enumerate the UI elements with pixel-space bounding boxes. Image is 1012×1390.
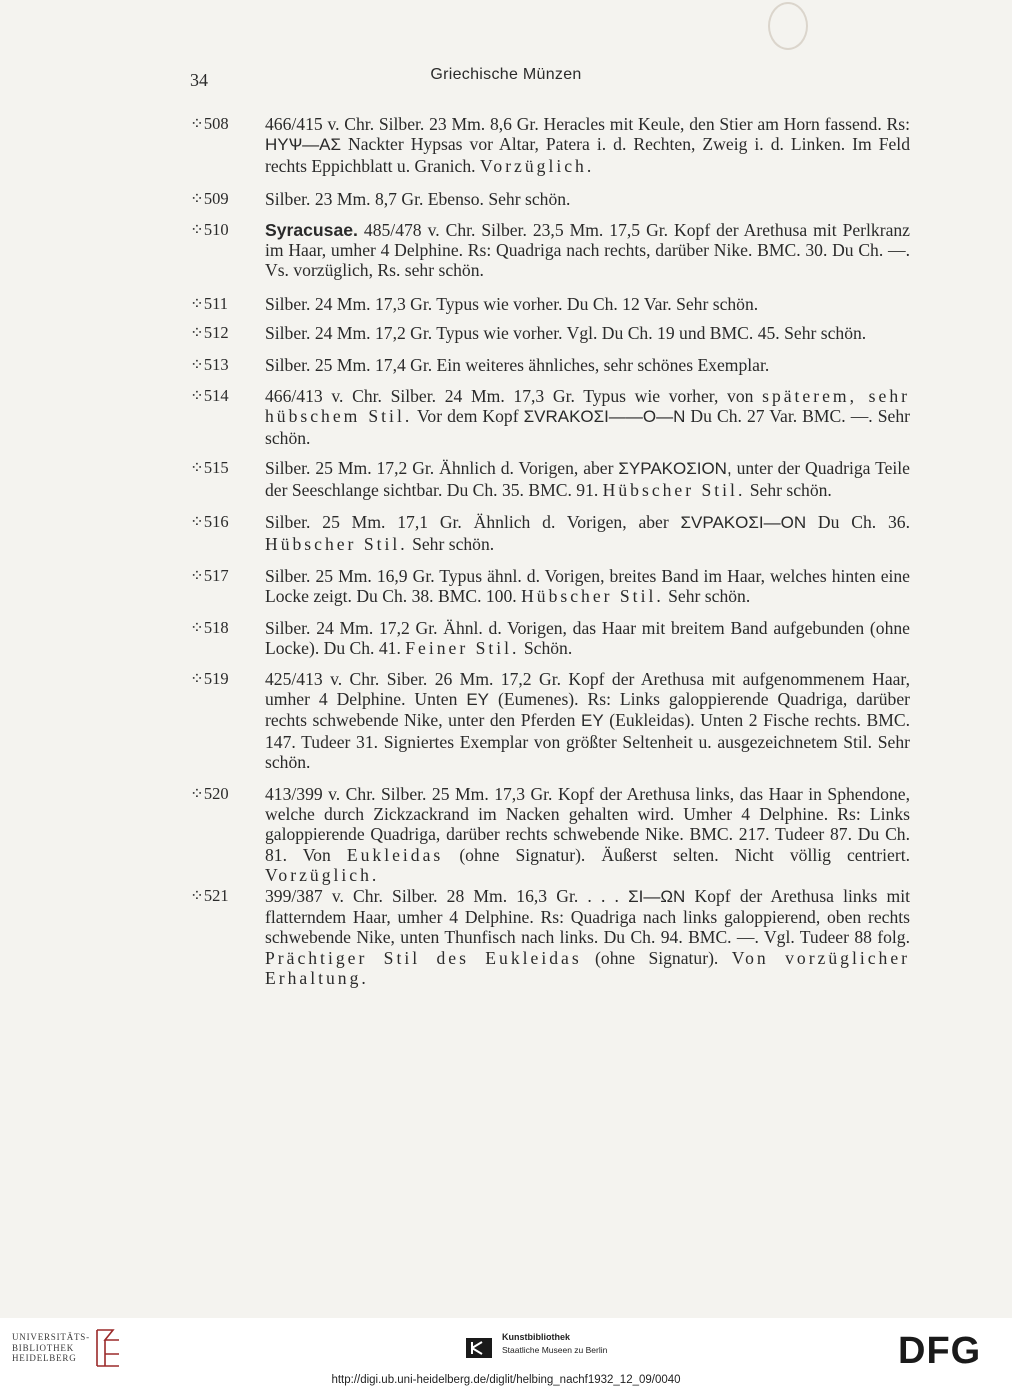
ub-heidelberg-emblem-icon [93,1328,123,1368]
entry-text: Hübscher Stil. [265,533,408,554]
running-head: Griechische Münzen [430,66,582,83]
entry-text: (Eumenes). Rs: Links galoppierende Quadriga, darüber rechts schwebende Nike, unter den Pferden [265,688,910,731]
lot-number: ⁘509 [190,189,229,209]
catalogue-entry [190,220,910,281]
entry-description [265,189,910,209]
catalogue-entry [190,458,910,500]
entry-description [265,323,910,343]
lot-number: ⁘512 [190,323,229,343]
catalogue-entry [190,886,910,989]
footer [0,1318,1012,1390]
entry-text: (ohne Signatur). [581,947,732,968]
catalogue-entry [190,189,910,209]
lot-number: ⁘511 [190,293,228,313]
entry-description [265,386,910,448]
coin-inscription: EY [581,711,604,731]
entry-text: späterem, sehr hübschem Stil. [265,386,910,427]
lot-number: ⁘520 [190,783,229,803]
coin-inscription: ΣVRAKOΣI——O—N [523,407,686,427]
entry-text: Du Ch. 36. [806,512,910,533]
catalogue-entry [190,114,910,176]
coin-inscription: HYѰ—AΣ [265,135,342,155]
entry-text: Silber. 24 Mm. 17,2 Gr. Typus wie vorher. Vgl. Du Ch. 19 und BMC. 45. Sehr schön. [265,323,867,344]
entry-text: Sehr schön. [663,586,751,607]
lot-number: ⁘517 [190,565,229,585]
entry-text: (Eukleidas). Unten 2 Fische rechts. BMC. 147. Tudeer 31. Signiertes Exemplar von größter Seltenheit u. ausgezeichnetem Stil. Sehr schön. [265,710,910,773]
entry-text: Sehr schön. [745,479,832,500]
coin-inscription: ΣYPAKOΣION, [618,459,732,479]
entry-description [265,886,910,989]
entry-description [265,512,910,554]
catalogue-entry [190,784,910,886]
entry-description [265,294,910,314]
dfg-logo[interactable]: DFG [898,1330,982,1372]
entry-text: 466/413 v. Chr. Silber. 24 Mm. 17,3 Gr. Typus wie vorher, von [265,386,763,407]
lot-number: ⁘519 [190,668,229,688]
entry-text: Silber. 24 Mm. 17,2 Gr. Ähnl. d. Vorigen, das Haar mit breitem Band aufgebunden (ohne Locke). Du Ch. 41. [265,617,910,659]
catalogue-entry [190,512,910,554]
permalink-url[interactable]: http://digi.ub.uni-heidelberg.de/diglit/helbing_nachf1932_12_09/0040 [331,1374,681,1386]
coin-inscription: ΣVPAKOΣI—ON [680,513,807,533]
catalogue-entry [190,566,910,607]
entry-description [265,669,910,773]
paper-stain [768,2,808,50]
entry-text: unter der Quadriga Teile der Seeschlange sichtbar. Du Ch. 35. BMC. 91. [265,458,910,500]
entry-text: Kopf der Arethusa links mit flatterndem Haar, umher 4 Delphine. Rs: Quadriga nach links galoppierend, oben rechts schwebende Nike, unten Thunfisch nach links. Du Ch. 94. BMC. —. Vgl. Tudeer 88 folg. [265,885,910,948]
lot-number: ⁘518 [190,617,229,637]
entry-text: 399/387 v. Chr. Silber. 28 Mm. 16,3 Gr. . . . [265,885,629,906]
entry-text: 466/415 v. Chr. Silber. 23 Mm. 8,6 Gr. Heracles mit Keule, den Stier am Horn fassend. Rs: [265,114,910,134]
lot-number: ⁘513 [190,354,229,374]
catalogue-entry [190,323,910,343]
entry-description [265,220,910,281]
entry-text: Eukleidas [346,844,444,865]
ub-logo-line: HEIDELBERG [12,1353,77,1363]
lot-number: ⁘515 [190,458,229,478]
lot-number: ⁘510 [190,219,229,239]
catalogue-entries [190,114,910,989]
ub-logo-line: UNIVERSITÄTS- [12,1332,90,1342]
entry-text: Silber. 25 Mm. 17,1 Gr. Ähnlich d. Vorigen, aber [265,512,681,533]
lot-number: ⁘516 [190,512,229,532]
lot-number: ⁘514 [190,386,229,406]
entry-text: Nackter Hypsas vor Altar, Patera i. d. Rechten, Zweig i. d. Linken. Im Feld rechts Eppichblatt u. Granich. [265,134,910,176]
kunstbibliothek-name: Kunstbibliothek [502,1332,570,1342]
entry-text: Prächtiger Stil des Eukleidas [265,947,582,968]
entry-description [265,114,910,176]
catalogue-entry [190,386,910,448]
entry-description [265,566,910,607]
kunstbibliothek-label [502,1331,607,1357]
catalogue-entry [190,669,910,773]
entry-text: Silber. 25 Mm. 16,9 Gr. Typus ähnl. d. Vorigen, breites Band im Haar, welches hinten eine Locke zeigt. Du Ch. 38. BMC. 100. [265,565,910,607]
entry-text: Du Ch. 27 Var. BMC. —. Sehr schön. [265,406,910,448]
catalogue-entry [190,355,910,375]
entry-text: Schön. [519,638,573,659]
entry-description [265,784,910,886]
entry-text: Silber. 25 Mm. 17,2 Gr. Ähnlich d. Vorigen, aber [265,458,619,479]
mint-name: Syracusae. [265,219,358,240]
entry-text: Silber. 23 Mm. 8,7 Gr. Ebenso. Sehr schön. [265,189,571,210]
catalogue-entry [190,294,910,314]
lot-number: ⁘508 [190,114,229,133]
entry-text: (ohne Signatur). Äußerst selten. Nicht völlig centriert. [443,844,910,865]
entry-text: Hübscher Stil. [521,586,664,607]
entry-text: Von vorzüglicher Erhaltung. [265,947,910,989]
coin-inscription: EY [466,689,490,709]
kunstbibliothek-logo-icon[interactable] [464,1336,494,1360]
page-number: 34 [190,70,208,90]
ub-logo-line: BIBLIOTHEK [12,1342,74,1353]
entry-description [265,355,910,375]
entry-text: 413/399 v. Chr. Silber. 25 Mm. 17,3 Gr. Kopf der Arethusa links, das Haar in Sphendone, welche durch Zickzackrand im Nacken gehalten wird. Umher 4 Delphine. Rs: Links galoppierende Quadriga, darüber rechts schwebende Nike. BMC. 217. Tudeer 87. Du Ch. 81. Von [265,783,910,865]
entry-text: Vorzüglich. [265,865,380,886]
entry-text: 425/413 v. Chr. Siber. 26 Mm. 17,2 Gr. Kopf der Arethusa mit aufgenommenem Haar, umher 4 Delphine. Unten [265,668,910,709]
entry-text: Feiner Stil. [405,638,520,659]
entry-text: Silber. 25 Mm. 17,4 Gr. Ein weiteres ähnliches, sehr schönes Exemplar. [265,354,770,375]
catalogue-entry [190,618,910,659]
coin-inscription: ΣI—ΩN [628,886,686,906]
entry-description [265,458,910,500]
entry-text: 485/478 v. Chr. Silber. 23,5 Mm. 17,5 Gr. Kopf der Arethusa mit Perlkranz im Haar, umher 4 Delphine. Rs: Quadriga nach rechts, darüber Nike. BMC. 30. Du Ch. —. Vs. vorzüglich, Rs. sehr schön. [265,219,910,281]
entry-text: Vorzüglich. [479,155,595,176]
entry-description [265,618,910,659]
entry-text: Silber. 24 Mm. 17,3 Gr. Typus wie vorher. Du Ch. 12 Var. Sehr schön. [265,293,759,314]
entry-text: Hübscher Stil. [602,479,746,500]
kunstbibliothek-subtitle: Staatliche Museen zu Berlin [502,1345,608,1355]
ub-heidelberg-logo[interactable] [12,1332,90,1364]
lot-number: ⁘521 [190,885,229,905]
entry-text: Vor dem Kopf [412,406,524,427]
entry-text: Sehr schön. [407,533,495,554]
